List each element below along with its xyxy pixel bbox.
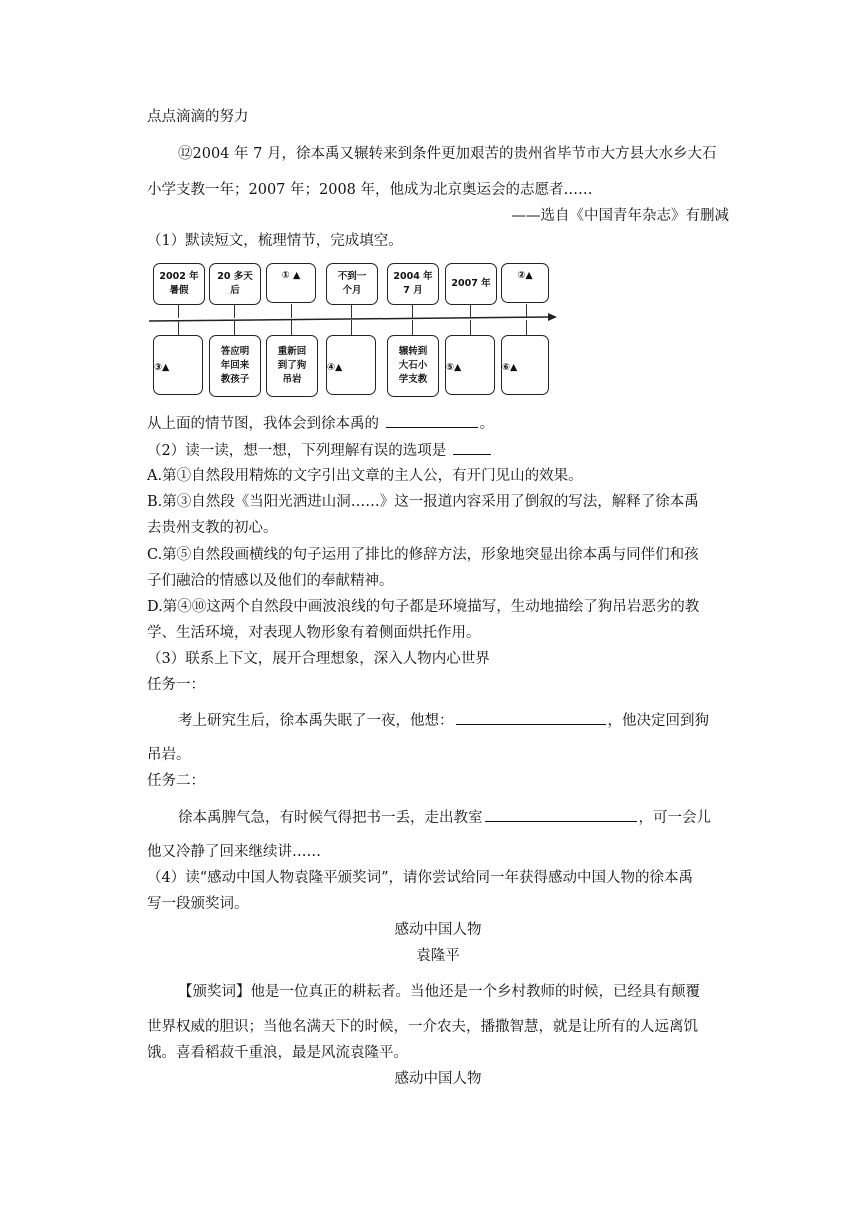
timeline-connector <box>526 304 527 318</box>
option-b: B.第③自然段《当阳光洒进山洞……》这一报道内容采用了倒叙的写法，解释了徐本禹 <box>147 494 699 510</box>
text-line: ⑫2004 年 7 月，徐本禹又辗转来到条件更加艰苦的贵州省毕节市大方县大水乡大石 <box>178 146 717 162</box>
option-d: D.第④⑩这两个自然段中画波浪线的句子都是环境描写，生动地描绘了狗吊岩恶劣的教 <box>147 599 700 615</box>
timeline-bottom-box: ⑥▲ <box>501 335 549 395</box>
timeline-top-box: 2004 年 7 月 <box>387 263 439 305</box>
award-name: 袁隆平 <box>416 948 460 964</box>
award-speech-cont: 世界权威的胆识；当他名满天下的时候，一介农夫，播撒智慧，就是让所有的人远离饥 <box>147 1019 698 1035</box>
task-2-blank[interactable] <box>485 807 637 822</box>
plot-timeline-diagram <box>147 257 565 404</box>
timeline-connector <box>291 320 292 335</box>
timeline-connector <box>291 304 292 318</box>
timeline-connector <box>412 304 413 318</box>
timeline-connector <box>234 320 235 335</box>
award-speech-cont: 饿。喜看稻菽千重浪，最是风流袁隆平。 <box>147 1045 408 1061</box>
question-1-answer <box>147 413 729 434</box>
timeline-bottom-box: ④▲ <box>326 335 376 395</box>
task-2-text: 徐本禹脾气急，有时候气得把书一丢，走出教室 <box>178 810 483 826</box>
timeline-connector <box>412 320 413 335</box>
task-2 <box>178 807 729 828</box>
source-citation: ——选自《中国青年杂志》有删减 <box>511 208 729 224</box>
timeline-top-box: 20 多天 后 <box>209 263 261 305</box>
question-1: （1）默读短文，梳理情节，完成填空。 <box>147 233 403 249</box>
timeline-bottom-box: ⑤▲ <box>445 335 495 395</box>
timeline-connector <box>351 320 352 335</box>
question-4: （4）读“感动中国人物袁隆平颁奖词”，请你尝试给同一年获得感动中国人物的徐本禹 <box>147 870 694 886</box>
timeline-connector <box>178 320 179 335</box>
option-a: A.第①自然段用精炼的文字引出文章的主人公，有开门见山的效果。 <box>147 468 583 484</box>
task-1-label: 任务一： <box>147 677 205 693</box>
option-c-cont: 子们融洽的情感以及他们的奉献精神。 <box>147 573 394 589</box>
question-3: （3）联系上下文，展开合理想象，深入人物内心世界 <box>147 651 490 667</box>
choice-blank[interactable] <box>453 440 491 455</box>
timeline-connector <box>526 320 527 335</box>
timeline-bottom-box: 答应明 年回来 教孩子 <box>209 335 261 397</box>
option-d-cont: 学、生活环境，对表现人物形象有着侧面烘托作用。 <box>147 625 481 641</box>
timeline-connector <box>470 320 471 335</box>
task-2-label: 任务二： <box>147 773 205 789</box>
timeline-top-box: 2007 年 <box>445 263 497 305</box>
timeline-connector <box>470 304 471 318</box>
timeline-top-box: ②▲ <box>501 263 549 303</box>
timeline-connector <box>234 304 235 318</box>
task-1-text-end: ，他决定回到狗 <box>607 713 709 729</box>
question-2-text: （2）读一读，想一想，下列理解有误的选项是 <box>147 443 447 459</box>
timeline-top-box: 不到一 个月 <box>326 263 378 305</box>
question-4-cont: 写一段颁奖词。 <box>147 896 249 912</box>
timeline-top-box: ① ▲ <box>266 263 316 303</box>
text-line: 小学支教一年；2007 年；2008 年，他成为北京奥运会的志愿者…… <box>147 182 593 198</box>
timeline-connector <box>178 304 179 318</box>
text-line: 他又冷静了回来继续讲…… <box>147 844 321 860</box>
option-b-cont: 去贵州支教的初心。 <box>147 520 278 536</box>
award-heading-2: 感动中国人物 <box>394 1071 482 1087</box>
answer-blank[interactable] <box>386 413 478 428</box>
task-2-text-end: ，可一会儿 <box>638 810 711 826</box>
timeline-bottom-box: 辗转到 大石小 学支教 <box>387 335 439 397</box>
award-speech: 【颁奖词】他是一位真正的耕耘者。当他还是一个乡村教师的时候，已经具有颠覆 <box>178 984 700 1000</box>
award-heading: 感动中国人物 <box>394 922 482 938</box>
timeline-connector <box>351 304 352 318</box>
task-1-text: 考上研究生后，徐本禹失眠了一夜，他想： <box>178 713 454 729</box>
task-1-blank[interactable] <box>456 710 606 725</box>
question-2 <box>147 440 729 461</box>
option-c: C.第⑤自然段画横线的句子运用了排比的修辞方法，形象地突显出徐本禹与同伴们和孩 <box>147 547 699 563</box>
text-line: 点点滴滴的努力 <box>147 109 249 125</box>
period: 。 <box>479 416 495 432</box>
timeline-bottom-box: 重新回 到了狗 吊岩 <box>266 335 318 397</box>
timeline-bottom-box: ③▲ <box>153 335 203 395</box>
answer-prompt: 从上面的情节图，我体会到徐本禹的 <box>147 416 379 432</box>
timeline-top-box: 2002 年 暑假 <box>153 263 205 305</box>
task-1 <box>178 710 729 731</box>
text-line: 吊岩。 <box>147 747 191 763</box>
